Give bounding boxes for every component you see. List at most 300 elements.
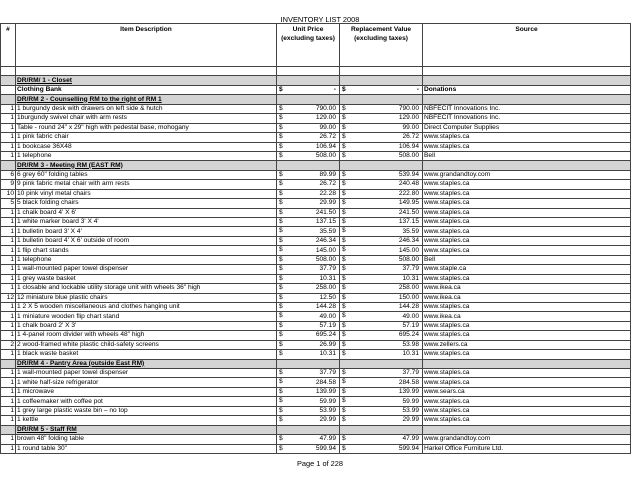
currency-symbol: $: [279, 397, 283, 405]
item-unit-price-amount: 258.00: [315, 284, 336, 292]
item-source: www.staples.ca: [423, 397, 631, 406]
item-unit-price: [277, 369, 340, 378]
item-replacement-value-amount: 129.00: [398, 114, 419, 122]
item-quantity: 1: [1, 350, 16, 359]
empty-cell: [340, 425, 423, 434]
item-quantity: 10: [1, 189, 16, 198]
item-replacement-value-amount: 790.00: [398, 104, 419, 112]
item-quantity: 1: [1, 227, 16, 236]
item-description: 1 bookcase 36X48: [16, 142, 277, 151]
item-replacement-value-amount: 539.94: [398, 171, 419, 179]
item-source: www.grandandtoy.com: [423, 435, 631, 444]
item-replacement-value: [340, 265, 423, 274]
section-number-cell: [1, 95, 16, 104]
currency-symbol: $: [342, 133, 346, 141]
item-unit-price-amount: 29.99: [319, 416, 336, 424]
item-source: www.ikea.ca: [423, 284, 631, 293]
currency-symbol: $: [342, 180, 346, 188]
item-unit-price-amount: 26.99: [319, 340, 336, 348]
currency-symbol: $: [279, 340, 283, 348]
item-replacement-value: [340, 142, 423, 151]
item-source: www.staples.ca: [423, 331, 631, 340]
item-unit-price: [277, 274, 340, 283]
item-description: 1burgundy swivel chair with arm rests: [16, 114, 277, 123]
item-description: 1 kettle: [16, 416, 277, 425]
item-source: Donations: [423, 85, 631, 94]
item-replacement-value-amount: 47.99: [402, 435, 419, 443]
item-unit-price-amount: 57.19: [319, 322, 336, 330]
section-label: DR/RM 3 - Meeting RM (EAST RM): [16, 161, 277, 170]
item-unit-price-amount: 12.50: [319, 293, 336, 301]
empty-cell: [423, 95, 631, 104]
item-description: Clothing Bank: [16, 85, 277, 94]
currency-symbol: $: [342, 369, 346, 376]
item-quantity: 1: [1, 255, 16, 264]
item-quantity: 1: [1, 302, 16, 311]
item-quantity: 1: [1, 321, 16, 330]
currency-symbol: $: [342, 435, 346, 443]
item-unit-price: [277, 340, 340, 349]
item-replacement-value: [340, 123, 423, 132]
item-unit-price: [277, 435, 340, 444]
table-row: [1, 369, 631, 378]
item-replacement-value: [340, 293, 423, 302]
table-row: [1, 170, 631, 179]
section-header-row: [1, 76, 631, 85]
item-unit-price-amount: 106.94: [315, 142, 336, 150]
currency-symbol: $: [279, 255, 283, 263]
empty-cell: [423, 161, 631, 170]
currency-symbol: $: [279, 151, 283, 159]
item-unit-price: [277, 199, 340, 208]
item-unit-price-amount: 599.94: [315, 444, 336, 452]
item-description: 1 white half-size refrigerator: [16, 378, 277, 387]
item-replacement-value-amount: 35.59: [402, 227, 419, 235]
item-description: 1 wall-mounted paper towel dispenser: [16, 369, 277, 378]
currency-symbol: $: [279, 114, 283, 122]
item-replacement-value-amount: 106.94: [398, 142, 419, 150]
currency-symbol: $: [342, 246, 346, 254]
item-replacement-value: [340, 397, 423, 406]
currency-symbol: $: [342, 406, 346, 414]
currency-symbol: $: [342, 255, 346, 263]
item-description: 1 2 X 5 wooden miscellaneous and clothes hanging unit: [16, 302, 277, 311]
item-unit-price-amount: 139.99: [315, 388, 336, 396]
item-replacement-value: [340, 312, 423, 321]
item-unit-price-amount: 284.58: [315, 378, 336, 386]
item-quantity: 1: [1, 142, 16, 151]
item-unit-price-amount: 26.72: [319, 180, 336, 188]
table-header-row: [1, 24, 631, 67]
currency-symbol: $: [279, 236, 283, 244]
table-row: [1, 208, 631, 217]
empty-cell: [16, 67, 277, 76]
currency-symbol: $: [342, 189, 346, 197]
item-replacement-value-amount: 99.00: [402, 123, 419, 131]
section-number-cell: [1, 161, 16, 170]
item-replacement-value: [340, 189, 423, 198]
item-source: www.staples.ca: [423, 133, 631, 142]
item-replacement-value-amount: 144.28: [398, 303, 419, 311]
empty-cell: [340, 67, 423, 76]
table-row: [1, 416, 631, 425]
item-source: www.staples.ca: [423, 246, 631, 255]
empty-cell: [277, 67, 340, 76]
item-unit-price-amount: 99.00: [319, 123, 336, 131]
table-row: [1, 104, 631, 113]
item-unit-price: [277, 218, 340, 227]
item-quantity: 1: [1, 312, 16, 321]
item-description: Table - round 24" x 29" high with pedestal base, mohogany: [16, 123, 277, 132]
item-unit-price: [277, 123, 340, 132]
currency-symbol: $: [279, 416, 283, 424]
item-replacement-value-amount: 599.94: [398, 444, 419, 452]
section-number-cell: [1, 425, 16, 434]
item-unit-price: [277, 406, 340, 415]
item-quantity: 1: [1, 331, 16, 340]
item-unit-price-amount: 137.15: [315, 218, 336, 226]
item-description: 1 round table 30": [16, 444, 277, 453]
currency-symbol: $: [342, 114, 346, 122]
currency-symbol: $: [342, 123, 346, 131]
item-quantity: 6: [1, 170, 16, 179]
currency-symbol: $: [342, 170, 346, 178]
item-replacement-value-amount: 53.98: [402, 340, 419, 348]
item-replacement-value-amount: 26.72: [402, 133, 419, 141]
item-description: 1 grey waste basket: [16, 274, 277, 283]
item-quantity: 1: [1, 133, 16, 142]
item-replacement-value-amount: 695.24: [398, 331, 419, 339]
item-quantity: 1: [1, 123, 16, 132]
item-quantity: 1: [1, 236, 16, 245]
item-unit-price-amount: 59.99: [319, 397, 336, 405]
currency-symbol: $: [279, 284, 283, 292]
item-unit-price-amount: 26.72: [319, 133, 336, 141]
page-footer: Page 1 of 228: [296, 459, 344, 468]
item-replacement-value-amount: 150.00: [398, 293, 419, 301]
item-description: 1 black waste basket: [16, 350, 277, 359]
item-unit-price: [277, 378, 340, 387]
currency-symbol: $: [279, 189, 283, 197]
item-unit-price: [277, 246, 340, 255]
currency-symbol: $: [342, 199, 346, 207]
item-replacement-value: [340, 151, 423, 160]
item-unit-price: [277, 189, 340, 198]
currency-symbol: $: [279, 246, 283, 254]
table-row: [1, 218, 631, 227]
empty-cell: [340, 76, 423, 85]
currency-symbol: $: [342, 312, 346, 320]
currency-symbol: $: [342, 340, 346, 348]
item-quantity: 1: [1, 416, 16, 425]
item-replacement-value: [340, 331, 423, 340]
currency-symbol: $: [342, 236, 346, 244]
item-source: www.staples.ca: [423, 302, 631, 311]
item-unit-price-amount: 22.28: [319, 189, 336, 197]
currency-symbol: $: [279, 435, 283, 443]
item-replacement-value: [340, 435, 423, 444]
table-row: [1, 302, 631, 311]
item-unit-price-amount: 241.50: [315, 208, 336, 216]
item-replacement-value: [340, 321, 423, 330]
column-header-description: Item Description: [16, 24, 277, 67]
item-replacement-value: [340, 208, 423, 217]
empty-cell: [423, 359, 631, 368]
item-source: www.staples.ca: [423, 199, 631, 208]
item-replacement-value-amount: 149.95: [398, 199, 419, 207]
item-source: www.staples.ca: [423, 274, 631, 283]
item-quantity: 1: [1, 387, 16, 396]
item-replacement-value-amount: 508.00: [398, 152, 419, 160]
table-row: [1, 142, 631, 151]
item-unit-price: [277, 255, 340, 264]
item-unit-price: [277, 208, 340, 217]
item-replacement-value: [340, 406, 423, 415]
table-row: [1, 227, 631, 236]
item-quantity: 1: [1, 114, 16, 123]
currency-symbol: $: [279, 142, 283, 150]
empty-cell: [277, 425, 340, 434]
section-number-cell: [1, 76, 16, 85]
item-replacement-value-amount: 37.79: [402, 265, 419, 273]
item-unit-price-amount: 129.00: [315, 114, 336, 122]
item-description: 5 black folding chairs: [16, 199, 277, 208]
item-replacement-value: [340, 85, 423, 94]
item-description: 12 miniature blue plastic chairs: [16, 293, 277, 302]
table-row: [1, 284, 631, 293]
item-replacement-value-amount: -: [416, 86, 419, 94]
currency-symbol: $: [342, 350, 346, 358]
currency-symbol: $: [279, 312, 283, 320]
item-source: www.grandandtoy.com: [423, 170, 631, 179]
item-unit-price-amount: 508.00: [315, 255, 336, 263]
item-replacement-value-amount: 222.80: [398, 189, 419, 197]
item-unit-price: [277, 293, 340, 302]
table-row: [1, 85, 631, 94]
empty-cell: [277, 359, 340, 368]
item-source: www.staples.ca: [423, 227, 631, 236]
currency-symbol: $: [279, 180, 283, 188]
item-replacement-value-amount: 10.31: [402, 350, 419, 358]
item-quantity: 5: [1, 199, 16, 208]
item-unit-price: [277, 312, 340, 321]
table-row: [1, 293, 631, 302]
currency-symbol: $: [279, 133, 283, 141]
currency-symbol: $: [342, 444, 346, 452]
section-header-row: [1, 359, 631, 368]
item-unit-price: [277, 142, 340, 151]
item-replacement-value: [340, 284, 423, 293]
item-source: www.staples.ca: [423, 180, 631, 189]
table-row: [1, 350, 631, 359]
item-quantity: 12: [1, 293, 16, 302]
currency-symbol: $: [279, 85, 283, 93]
currency-symbol: $: [279, 199, 283, 207]
currency-symbol: $: [279, 387, 283, 395]
item-replacement-value: [340, 255, 423, 264]
item-source: www.staples.ca: [423, 142, 631, 151]
section-label: DR/RM 2 - Counselling RM to the right of RM 1: [16, 95, 277, 104]
item-replacement-value: [340, 133, 423, 142]
item-quantity: 1: [1, 274, 16, 283]
item-description: 1 burgundy desk with drawers on left side & hutch: [16, 104, 277, 113]
item-unit-price-amount: 47.99: [319, 435, 336, 443]
item-source: NBFECIT Innovations Inc.: [423, 104, 631, 113]
empty-cell: [423, 76, 631, 85]
item-unit-price: [277, 416, 340, 425]
item-unit-price: [277, 321, 340, 330]
empty-cell: [277, 161, 340, 170]
currency-symbol: $: [279, 170, 283, 178]
item-unit-price-amount: 29.99: [319, 199, 336, 207]
item-quantity: 9: [1, 180, 16, 189]
item-unit-price: [277, 170, 340, 179]
item-source: www.staples.ca: [423, 321, 631, 330]
table-row: [1, 114, 631, 123]
currency-symbol: $: [279, 350, 283, 358]
table-row: [1, 444, 631, 453]
currency-symbol: $: [342, 151, 346, 159]
table-row: [1, 123, 631, 132]
item-source: www.staples.ca: [423, 350, 631, 359]
item-replacement-value-amount: 241.50: [398, 208, 419, 216]
currency-symbol: $: [342, 208, 346, 216]
item-unit-price-amount: -: [333, 86, 336, 94]
item-source: NBFECIT Innovations Inc.: [423, 114, 631, 123]
empty-cell: [340, 95, 423, 104]
section-header-row: [1, 425, 631, 434]
item-unit-price-amount: 10.31: [319, 274, 336, 282]
item-replacement-value: [340, 114, 423, 123]
column-header-source: Source: [423, 24, 631, 67]
table-row: [1, 387, 631, 396]
item-unit-price-amount: 145.00: [315, 246, 336, 254]
section-label: DR/RM 5 - Staff RM: [16, 425, 277, 434]
item-description: 1 microwave: [16, 387, 277, 396]
item-unit-price-amount: 10.31: [319, 350, 336, 358]
item-replacement-value: [340, 227, 423, 236]
item-unit-price-amount: 49.00: [319, 312, 336, 320]
column-header-number: #: [1, 24, 16, 67]
item-description: 1 white marker board 3' X 4': [16, 218, 277, 227]
currency-symbol: $: [279, 104, 283, 112]
item-source: www.staples.ca: [423, 378, 631, 387]
currency-symbol: $: [279, 265, 283, 273]
item-replacement-value-amount: 57.19: [402, 322, 419, 330]
item-replacement-value: [340, 302, 423, 311]
currency-symbol: $: [342, 142, 346, 150]
item-source: Direct Computer Supplies: [423, 123, 631, 132]
table-row: [1, 151, 631, 160]
table-row: [1, 189, 631, 198]
table-row: [1, 199, 631, 208]
currency-symbol: $: [342, 321, 346, 329]
currency-symbol: $: [279, 331, 283, 339]
item-unit-price-amount: 37.79: [319, 265, 336, 273]
item-source: Harkel Office Furniture Ltd.: [423, 444, 631, 453]
empty-cell: [340, 161, 423, 170]
column-header-replacement-value: Replacement Value (excluding taxes): [340, 24, 423, 67]
table-row: [1, 406, 631, 415]
table-row: [1, 133, 631, 142]
item-source: www.staples.ca: [423, 208, 631, 217]
item-description: brown 48" folding table: [16, 435, 277, 444]
item-description: 1 pink fabric chair: [16, 133, 277, 142]
item-source: www.staples.ca: [423, 236, 631, 245]
item-unit-price: [277, 302, 340, 311]
item-source: Bell: [423, 151, 631, 160]
item-replacement-value-amount: 258.00: [398, 284, 419, 292]
item-quantity: 1: [1, 406, 16, 415]
item-unit-price: [277, 151, 340, 160]
item-unit-price-amount: 53.99: [319, 406, 336, 414]
item-replacement-value: [340, 180, 423, 189]
currency-symbol: $: [279, 378, 283, 386]
item-replacement-value: [340, 350, 423, 359]
item-unit-price: [277, 350, 340, 359]
item-replacement-value: [340, 378, 423, 387]
item-replacement-value-amount: 49.00: [402, 312, 419, 320]
item-unit-price: [277, 85, 340, 94]
table-row: [1, 236, 631, 245]
currency-symbol: $: [279, 444, 283, 452]
item-source: www.staples.ca: [423, 369, 631, 378]
item-quantity: 1: [1, 265, 16, 274]
currency-symbol: $: [342, 104, 346, 112]
item-replacement-value: [340, 444, 423, 453]
item-unit-price: [277, 133, 340, 142]
item-source: www.staples.ca: [423, 416, 631, 425]
currency-symbol: $: [279, 274, 283, 282]
item-replacement-value-amount: 53.99: [402, 406, 419, 414]
section-label: DR/RM 4 - Pantry Area (outside East RM): [16, 359, 277, 368]
item-unit-price-amount: 144.28: [315, 303, 336, 311]
item-unit-price: [277, 236, 340, 245]
item-source: www.ikea.ca: [423, 293, 631, 302]
item-replacement-value: [340, 246, 423, 255]
empty-cell: [1, 67, 16, 76]
item-source: Bell: [423, 255, 631, 264]
item-unit-price-amount: 37.79: [319, 369, 336, 377]
item-quantity: 2: [1, 340, 16, 349]
item-source: www.ikea.ca: [423, 312, 631, 321]
item-description: 1 flip chart stands: [16, 246, 277, 255]
table-row: [1, 378, 631, 387]
item-description: 1 closable and lockable utility storage unit with wheels 36" high: [16, 284, 277, 293]
currency-symbol: $: [342, 274, 346, 282]
item-replacement-value: [340, 218, 423, 227]
section-number-cell: [1, 359, 16, 368]
item-quantity: 1: [1, 378, 16, 387]
currency-symbol: $: [279, 369, 283, 376]
item-description: 1 4-panel room divider with wheels 48" high: [16, 331, 277, 340]
table-row: [1, 340, 631, 349]
currency-symbol: $: [342, 331, 346, 339]
currency-symbol: $: [342, 416, 346, 424]
inventory-table: [0, 23, 631, 454]
table-row: [1, 246, 631, 255]
item-quantity: [1, 85, 16, 94]
item-replacement-value-amount: 508.00: [398, 255, 419, 263]
column-header-unit-price: Unit Price (excluding taxes): [277, 24, 340, 67]
item-unit-price-amount: 246.34: [315, 237, 336, 245]
item-replacement-value: [340, 416, 423, 425]
table-row: [1, 255, 631, 264]
item-unit-price: [277, 180, 340, 189]
item-replacement-value: [340, 170, 423, 179]
section-header-row: [1, 95, 631, 104]
currency-symbol: $: [279, 293, 283, 301]
